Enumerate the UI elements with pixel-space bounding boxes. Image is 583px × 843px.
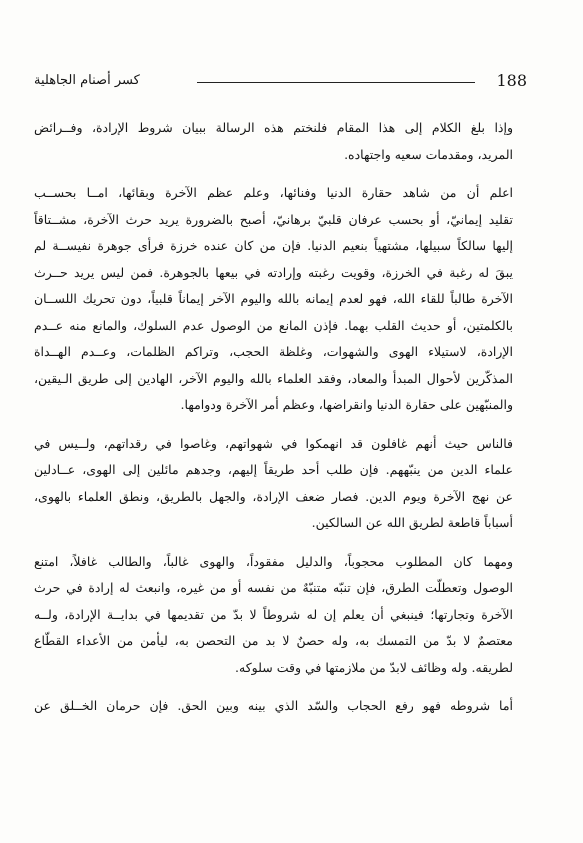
text-line: فالناس حيث أنهم غافلون قد انهمكوا في شهواتهم، وغاصوا في رقداتهم، ولــيس في (34, 435, 513, 451)
text-line: لطريقه. وله وظائف لابدّ من ملازمتها في وقت سلوكه. (235, 659, 513, 675)
page-number: 188 (496, 71, 527, 90)
text-line: أسباباً قاطعة لطريق الله عن السالكين. (311, 515, 513, 530)
paragraph (34, 431, 527, 537)
text-line: إليها سالكاً سبيلها، مشتهياً بنعيم الدنيا. فإن من كان عنده خرزة فرأى جوهرة نفيســة لم (34, 238, 513, 253)
page-header (34, 70, 527, 94)
text-line: علماء الدين من ينبّههم. فإن طلب أحد طريقاً إليهم، وجدهم مائلين إلى الهوى، عــادلين (34, 462, 513, 477)
text-line: معتصمٌ لا بدّ من التمسك به، وله حصنٌ لا بد من التحصن به، ليأمن من الأعداء القطّاع (34, 633, 513, 648)
text-line: الآخرة وتجارتها؛ فينبغي أن يعلم إن له شروطاً لا بدّ من تقديمها في بدايــة الإرادة، ولــه (34, 606, 513, 622)
text-line: المذكّرين لأحوال المبدأ والمعاد، وفقد العلماء بالله واليوم الآخر، الهادين إلى طريق الـيقين، (34, 370, 513, 386)
paragraph (34, 693, 527, 720)
text-line: والمنبّهين على حقارة الدنيا وانقراضها، وعظم أمر الآخرة ودوامها. (180, 397, 513, 412)
header-rule (197, 82, 475, 83)
text-line: تقليد إيمانيّ، أو بحسب عرفان قلبيّ برهانيّ، أصبح بالضرورة يريد حرث الآخرة، مشــتاقاً (34, 211, 513, 227)
paragraph (34, 549, 527, 682)
text-line: بالكلمتين، أو حديث القلب بهما. فإذن المانع من الوصول عدم السلوك، والمانع منه عــدم (34, 317, 513, 333)
page-body (34, 115, 527, 732)
paragraph (34, 180, 527, 419)
text-line: اعلم أن من شاهد حقارة الدنيا وفنائها، وعلم عظم الآخرة وبقائها، امــا بحســب (34, 185, 513, 200)
text-line: الوصول وتعطلّت الطرق، فإن تنبّه متنبّهٌ من نفسه أو من غيره، وانبعث له إرادة في حرث (34, 580, 513, 595)
text-line: يبقَ له رغبة في الخرزة، وقويت رغبته وإرادته في بيعها بالجوهرة. فمن ليس يريد حــرث (34, 264, 513, 280)
text-line: أما شروطه فهو رفع الحجاب والسّد الذي بينه وبين الحق. فإن حرمان الخــلق عن (34, 698, 513, 713)
text-line: عن نهج الآخرة ويوم الدين. فصار ضعف الإرادة، والجهل بالطريق، ونطق العلماء بالهوى، (34, 488, 513, 504)
text-line: الآخرة طالباً للقاء الله، فهو لعدم إيمانه بالله واليوم الآخر إيماناً قلبياً، دون تحريك اللســان (34, 291, 513, 306)
text-line: ومهما كان المطلوب محجوباً، والدليل مفقوداً، والهوى غالباً، والطالب غافلاً، امتنع (34, 553, 513, 569)
text-line: المريد، ومقدمات سعيه واجتهاده. (344, 146, 513, 162)
text-line: وإذا بلغ الكلام إلى هذا المقام فلنختم هذه الرسالة ببيان شروط الإرادة، وفــرائض (34, 120, 513, 135)
paragraph (34, 115, 527, 168)
running-title: كسر أصنام الجاهلية (34, 73, 140, 88)
text-line: الإرادة، لاستيلاء الهوى والشهوات، وغلظة الحجب، وتراكم الظلمات، وعــدم الهــداة (34, 344, 513, 359)
